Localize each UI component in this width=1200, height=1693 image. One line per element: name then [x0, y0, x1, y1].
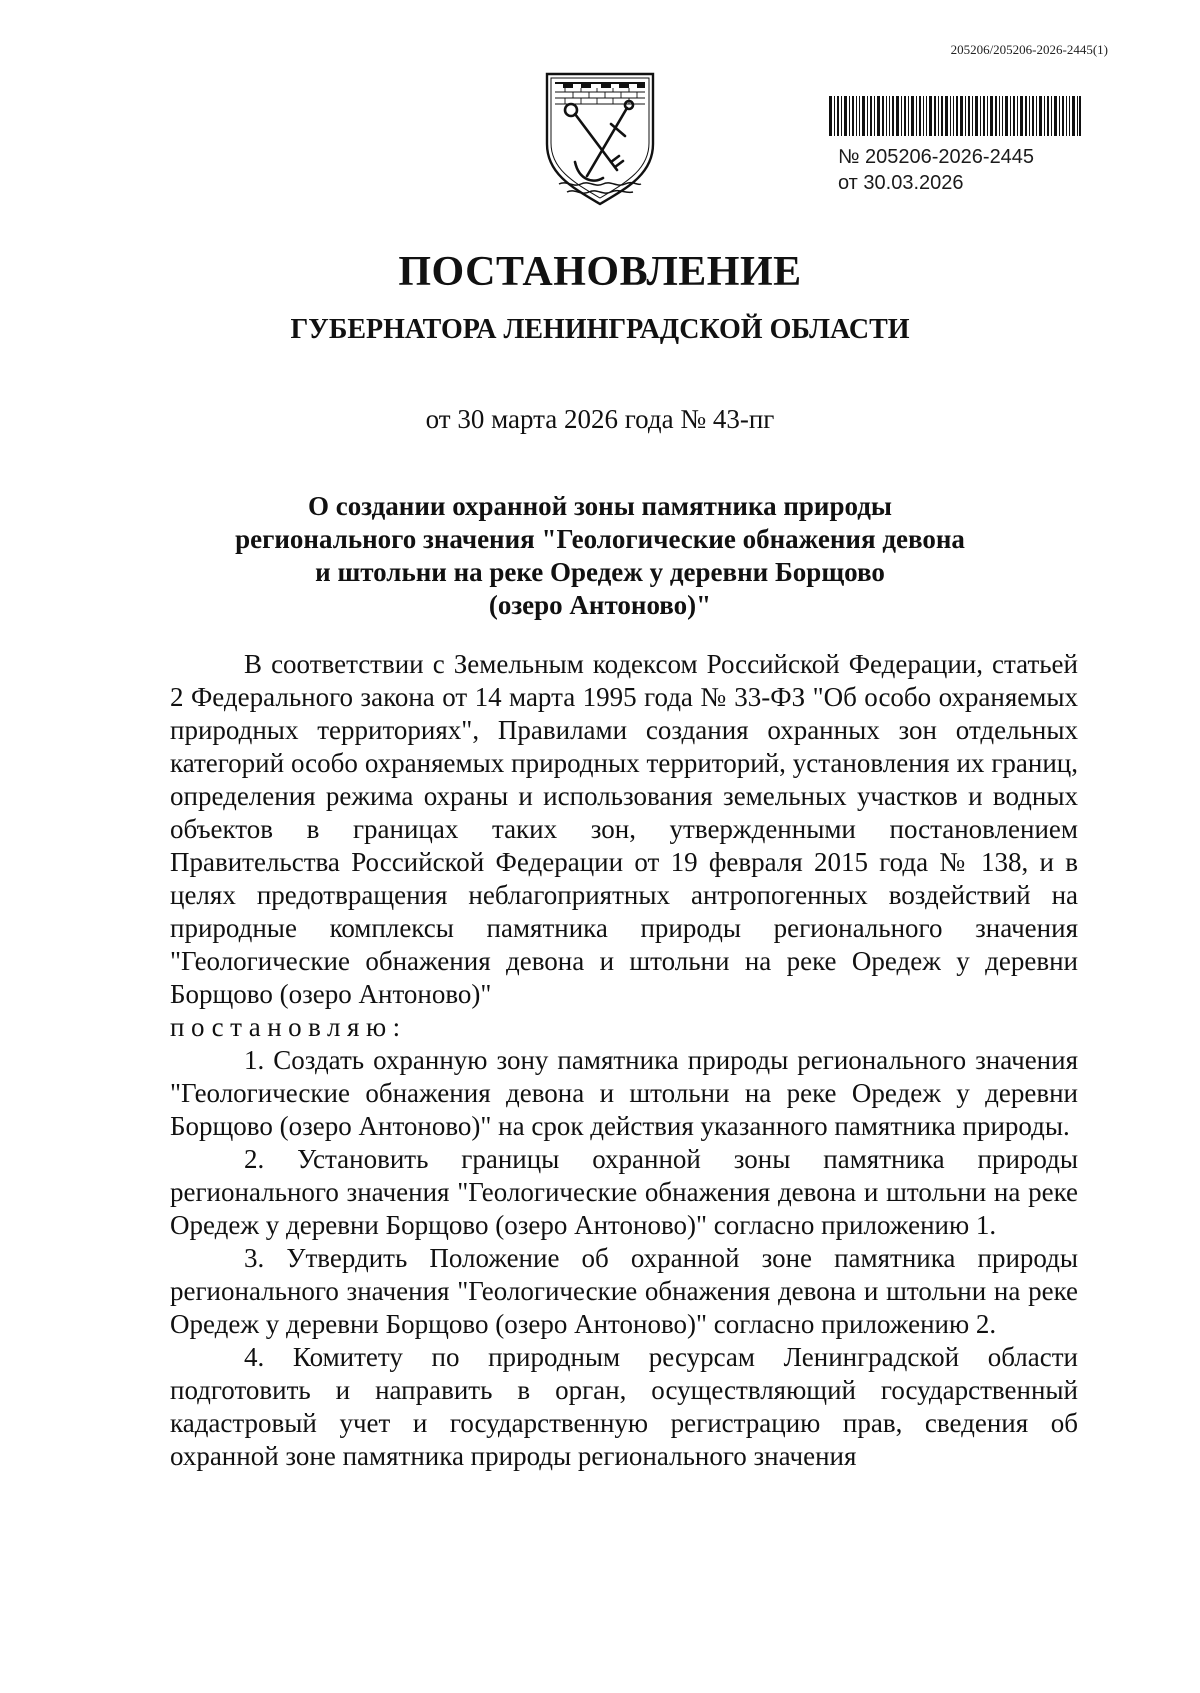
coat-of-arms-icon — [541, 66, 659, 206]
decree-word: постановляю: — [170, 1012, 407, 1042]
registration-stamp — [838, 144, 1034, 196]
subject-line: регионального значения "Геологические обнажения девона — [235, 524, 965, 554]
decree-item: 3. Утвердить Положение об охранной зоне памятника природы регионального значения "Геологические обнажения девона и штольни на реке Оредеж у деревни Борщово (озеро Антоново)" согласно приложению 2. — [170, 1243, 1078, 1339]
barcode-icon — [829, 96, 1081, 136]
decree-item: 4. Комитету по природным ресурсам Ленинградской области подготовить и направить в орган, осуществляющий государственный кадастровый учет и государственную регистрацию прав, сведения об охранной зоне памятника природы регионального значения — [170, 1342, 1078, 1471]
subject-line: и штольни на реке Оредеж у деревни Борщово — [315, 557, 885, 587]
decree-item: 2. Установить границы охранной зоны памятника природы регионального значения "Геологические обнажения девона и штольни на реке Оредеж у деревни Борщово (озеро Антоново)" согласно приложению 1. — [170, 1144, 1078, 1240]
registration-number: № 205206-2026-2445 — [838, 146, 1035, 168]
document-subject — [170, 490, 1030, 622]
document-date-number: от 30 марта 2026 года № 43-пг — [425, 404, 775, 434]
subject-line: О создании охранной зоны памятника природы — [308, 491, 892, 521]
preamble-paragraph: В соответствии с Земельным кодексом Российской Федерации, статьей 2 Федерального закона от 14 марта 1995 года № 33-ФЗ "Об особо охраняемых природных территориях", Правилами создания охранных зон отдельных категорий особо охраняемых природных территорий, установления их границ, определения режима охраны и использования земельных участков и водных объектов в границах таких зон, утвержденными постановлением Правительства Российской Федерации от 19 февраля 2015 года № 138, и в целях предотвращения неблагоприятных антропогенных воздействий на природные комплексы памятника природы регионального значения "Геологические обнажения девона и штольни на реке Оредеж у деревни Борщово (озеро Антоново)" — [170, 649, 1078, 1009]
decree-item: 1. Создать охранную зону памятника природы регионального значения "Геологические обнажения девона и штольни на реке Оредеж у деревни Борщово (озеро Антоново)" на срок действия указанного памятника природы. — [170, 1045, 1078, 1141]
registration-date: от 30.03.2026 — [838, 172, 964, 194]
document-title: ПОСТАНОВЛЕНИЕ — [398, 249, 802, 295]
document-body — [170, 648, 1078, 1473]
document-code: 205206/205206-2026-2445(1) — [950, 42, 1108, 57]
subject-line: (озеро Антоново)" — [488, 590, 712, 620]
issuer-title: ГУБЕРНАТОРА ЛЕНИНГРАДСКОЙ ОБЛАСТИ — [290, 314, 910, 345]
